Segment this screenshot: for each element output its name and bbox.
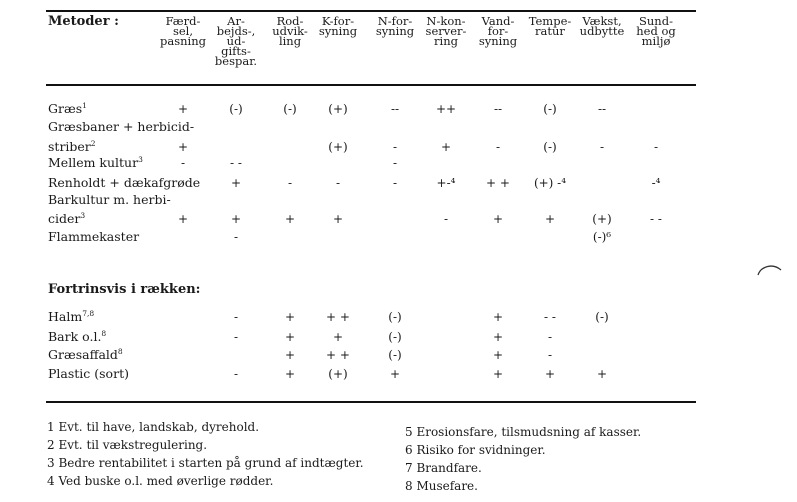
- table-cell: --: [390, 102, 400, 116]
- table-cell: +: [492, 310, 504, 324]
- row-label: [48, 366, 129, 381]
- row-label-footnote-ref: 3: [138, 154, 143, 164]
- row-label: [48, 309, 94, 324]
- column-header-line: Færd-: [165, 14, 201, 28]
- column-header-line: N-kon-: [426, 14, 466, 28]
- column-header-line: Vand-: [481, 14, 515, 28]
- table-cell: +: [230, 212, 242, 226]
- column-header-line: bejds-,: [216, 24, 256, 38]
- table-cell: +: [230, 176, 242, 190]
- table-cell: (-): [388, 330, 402, 344]
- column-header-line: ratur: [535, 24, 565, 38]
- table-cell: --: [597, 102, 607, 116]
- top-rule: [46, 10, 696, 12]
- column-header-line: hed og: [636, 24, 676, 38]
- table-cell: +-⁴: [436, 176, 456, 190]
- column-header-line: for-: [487, 24, 509, 38]
- table-cell: -: [392, 140, 398, 154]
- table-cell: - -: [650, 212, 662, 226]
- table-cell: (-): [388, 348, 402, 362]
- row-label-text: Bark o.l.: [48, 329, 102, 344]
- table-cell: -: [392, 176, 398, 190]
- column-header-vaekst: [572, 16, 632, 36]
- footnote: 4 Ved buske o.l. med øverlige rødder.: [47, 474, 274, 488]
- table-cell: (+): [328, 367, 348, 381]
- table-cell: +: [284, 348, 296, 362]
- table-cell: +: [332, 330, 344, 344]
- column-header-line: Tempe-: [528, 14, 572, 28]
- row-label-text: Flammekaster: [48, 229, 140, 244]
- table-cell: -: [547, 348, 553, 362]
- column-header-line: udbytte: [579, 24, 625, 38]
- footnote: 6 Risiko for svidninger.: [405, 443, 546, 457]
- table-cell: +: [492, 348, 504, 362]
- table-cell: +: [544, 367, 556, 381]
- row-label: [48, 119, 194, 134]
- table-cell: +: [596, 367, 608, 381]
- row-label-text: Plastic (sort): [48, 366, 129, 381]
- column-header-vand: [468, 16, 528, 46]
- column-header-line: syning: [318, 24, 358, 38]
- row-label-footnote-ref: 2: [90, 138, 96, 148]
- table-cell: -: [233, 230, 239, 244]
- column-header-faerdsel: [153, 16, 213, 46]
- row-label-footnote-ref: 8: [117, 346, 123, 356]
- row-label-text: cider: [48, 211, 81, 226]
- table-cell: -: [233, 367, 239, 381]
- table-cell: (-)⁶: [592, 230, 612, 244]
- footnote: 8 Musefare.: [405, 479, 478, 493]
- table-cell: -: [335, 176, 341, 190]
- column-header-line: Rod-: [276, 14, 304, 28]
- column-header-line: gifts-: [221, 44, 251, 58]
- footnote: 7 Brandfare.: [405, 461, 482, 475]
- row-label-footnote-ref: 1: [82, 100, 87, 110]
- table-cell: -: [180, 156, 186, 170]
- table-cell: +: [284, 367, 296, 381]
- column-header-line: Vækst,: [582, 14, 622, 28]
- table-cell: (-): [388, 310, 402, 324]
- table-cell: + +: [326, 348, 350, 362]
- row-label-text: Mellem kultur: [48, 155, 139, 170]
- row-label-text: striber: [48, 139, 91, 154]
- table-cell: (-): [283, 102, 297, 116]
- table-cell: -: [233, 330, 239, 344]
- row-label-footnote-ref: 7,8: [82, 308, 95, 318]
- row-label: [48, 192, 171, 207]
- column-header-line: ling: [278, 34, 302, 48]
- column-header-line: ud-: [226, 34, 246, 48]
- table-cell: +: [177, 212, 189, 226]
- table-cell: (+) -⁴: [533, 176, 567, 190]
- footnote: 1 Evt. til have, landskab, dyrehold.: [47, 420, 260, 434]
- table-cell: -: [287, 176, 293, 190]
- table-cell: (+): [592, 212, 612, 226]
- row-label: [48, 347, 123, 362]
- table-cell: (-): [543, 140, 557, 154]
- table-cell: + +: [486, 176, 510, 190]
- column-header-line: syning: [375, 24, 415, 38]
- row-label-text: Græsaffald: [48, 347, 118, 362]
- table-cell: +: [177, 102, 189, 116]
- table-cell: + +: [326, 310, 350, 324]
- table-cell: +: [492, 367, 504, 381]
- table-cell: -: [443, 212, 449, 226]
- column-header-line: syning: [478, 34, 518, 48]
- table-title: Metoder :: [48, 14, 119, 29]
- column-header-line: server-: [425, 24, 467, 38]
- row-label: [48, 329, 106, 344]
- section-2-title: Fortrinsvis i rækken:: [48, 282, 201, 297]
- table-cell: -: [547, 330, 553, 344]
- table-cell: (+): [328, 102, 348, 116]
- footnote: 2 Evt. til vækstregulering.: [47, 438, 208, 452]
- table-cell: -⁴: [651, 176, 661, 190]
- column-header-line: N-for-: [377, 14, 413, 28]
- row-label-text: Halm: [48, 309, 83, 324]
- table-cell: +: [544, 212, 556, 226]
- row-label-text: Græs: [48, 101, 83, 116]
- table-cell: +: [492, 212, 504, 226]
- column-header-line: sel,: [172, 24, 194, 38]
- table-cell: -: [392, 156, 398, 170]
- table-cell: +: [492, 330, 504, 344]
- row-label-text: Barkultur m. herbi-: [48, 192, 171, 207]
- table-cell: -: [495, 140, 501, 154]
- footnote: 5 Erosionsfare, tilsmudsning af kasser.: [405, 425, 642, 439]
- table-cell: (-): [595, 310, 609, 324]
- column-header-line: udvik-: [272, 24, 308, 38]
- table-cell: ++: [435, 102, 457, 116]
- column-header-line: miljø: [641, 34, 671, 48]
- table-cell: +: [332, 212, 344, 226]
- table-cell: - -: [230, 156, 242, 170]
- column-header-nkon: [416, 16, 476, 46]
- page-corner-curl-mark: [755, 260, 785, 280]
- table-cell: (-): [543, 102, 557, 116]
- row-label: [48, 155, 143, 170]
- column-header-sund: [626, 16, 686, 46]
- column-header-kfor: [308, 16, 368, 36]
- table-cell: - -: [544, 310, 556, 324]
- table-cell: +: [389, 367, 401, 381]
- row-label: [48, 101, 87, 116]
- column-header-line: ring: [434, 34, 458, 48]
- column-header-temp: [520, 16, 580, 36]
- table-cell: --: [493, 102, 503, 116]
- table-cell: +: [284, 212, 296, 226]
- row-label-text: Renholdt + dækafgrøde: [48, 175, 201, 190]
- table-cell: +: [284, 330, 296, 344]
- bottom-rule: [46, 401, 696, 403]
- table-cell: (+): [328, 140, 348, 154]
- header-rule: [46, 84, 696, 86]
- table-cell: -: [599, 140, 605, 154]
- row-label: [48, 139, 96, 154]
- column-header-line: Ar-: [227, 14, 245, 28]
- column-header-line: Sund-: [639, 14, 673, 28]
- footnote: 3 Bedre rentabilitet i starten på grund af indtægter.: [47, 456, 364, 470]
- row-label-text: Græsbaner + herbicid-: [48, 119, 195, 134]
- column-header-arbejds: [206, 16, 266, 66]
- row-label-footnote-ref: 3: [80, 210, 86, 220]
- table-cell: -: [233, 310, 239, 324]
- table-cell: +: [440, 140, 452, 154]
- table-cell: +: [284, 310, 296, 324]
- row-label: [48, 229, 139, 244]
- column-header-line: bespar.: [214, 54, 258, 68]
- row-label: [48, 211, 85, 226]
- table-cell: +: [177, 140, 189, 154]
- table-cell: -: [653, 140, 659, 154]
- column-header-line: pasning: [160, 34, 206, 48]
- table-cell: (-): [229, 102, 243, 116]
- row-label-footnote-ref: 8: [101, 328, 107, 338]
- row-label: [48, 175, 200, 190]
- column-header-line: K-for-: [321, 14, 355, 28]
